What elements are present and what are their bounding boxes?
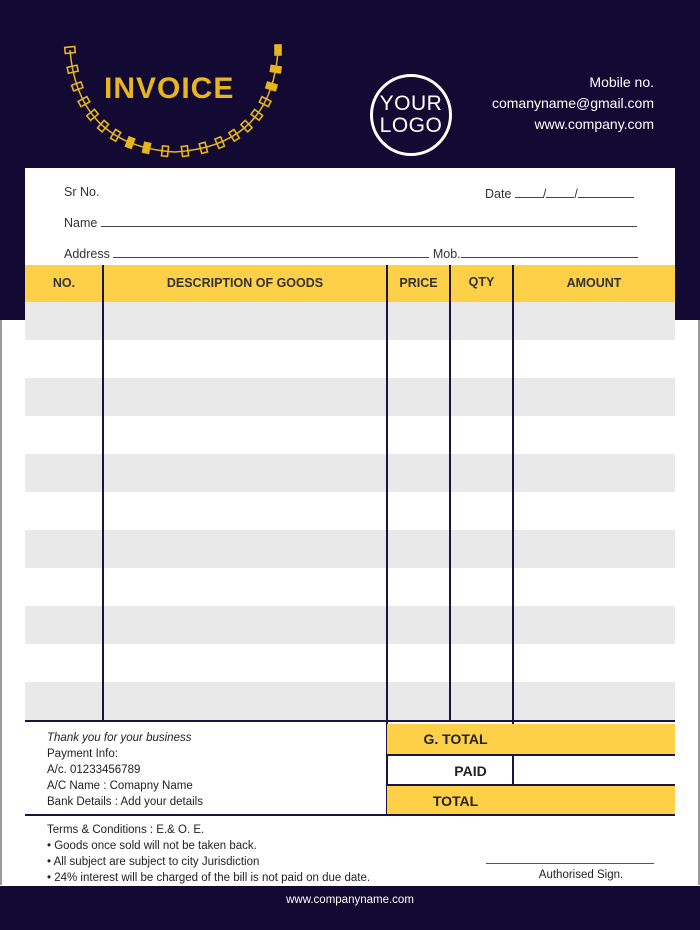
contact-info [492,72,654,135]
terms-item: • All subject are subject to city Jurisdiction [47,856,260,868]
table-row[interactable] [25,568,675,606]
table-row[interactable] [25,454,675,492]
table-row[interactable] [25,606,675,644]
address-line[interactable] [113,246,429,258]
table-row[interactable] [25,492,675,530]
authorised-sign-label: Authorised Sign. [538,869,624,881]
address-field[interactable] [64,246,638,261]
table-bottom-line [25,720,675,722]
bank-details: Bank Details : Add your details [47,796,203,808]
grand-total-row [387,724,675,754]
account-number: A/c. 01233456789 [47,764,141,776]
name-line[interactable] [101,215,637,227]
contact-email: comanyname@gmail.com [491,95,654,111]
column-divider [449,265,451,720]
table-row[interactable] [25,644,675,682]
logo-text-line2: LOGO [379,114,443,137]
date-field[interactable] [485,186,634,201]
contact-mobile: Mobile no. [589,74,654,90]
table-row[interactable] [25,416,675,454]
column-header-qty: QTY [468,275,495,289]
date-separator: / [542,187,547,201]
grand-total-label: G. TOTAL [423,731,488,747]
signature-line[interactable] [486,863,654,864]
chain-link-icon [270,65,281,73]
payment-info [47,730,203,810]
name-label: Name [64,216,98,230]
column-header-price: PRICE [399,276,438,290]
date-year-line[interactable] [578,186,634,198]
name-field[interactable] [64,215,637,230]
table-row[interactable] [25,340,675,378]
column-header-amount: AMOUNT [566,276,622,290]
chain-link-icon [126,137,135,148]
table-row[interactable] [25,378,675,416]
sr-no-field[interactable] [64,185,99,199]
date-label: Date [485,187,512,201]
mob-line[interactable] [461,246,638,258]
invoice-title: INVOICE [104,72,235,105]
company-logo [370,74,452,156]
column-divider [102,265,104,720]
table-row[interactable] [25,530,675,568]
chain-link-icon [266,82,277,91]
thanks-message: Thank you for your business [47,732,192,744]
table-header [25,265,675,302]
total-row [387,786,675,816]
terms-heading: Terms & Conditions : E.& O. E. [47,824,205,836]
terms-conditions [47,822,370,886]
date-month-line[interactable] [546,186,574,198]
column-header-no: NO. [52,276,76,290]
payment-info-label: Payment Info: [47,748,118,760]
table-row[interactable] [25,682,675,720]
sr-no-label: Sr No. [64,185,100,199]
table-row[interactable] [25,302,675,340]
paid-row [387,756,675,786]
total-label: TOTAL [432,793,479,809]
address-label: Address [64,247,110,261]
terms-item: • Goods once sold will not be taken back. [47,840,257,852]
date-day-line[interactable] [515,186,543,198]
footer-band [0,886,700,930]
column-header-description: DESCRIPTION OF GOODS [166,276,324,290]
logo-text-line1: YOUR [379,92,443,115]
account-name: A/C Name : Comapny Name [47,780,193,792]
chain-link-icon [143,142,151,153]
totals-bottom-line [25,814,675,816]
date-separator: / [574,187,578,201]
chain-link-icon [275,45,281,55]
terms-item: • 24% interest will be charged of the bill is not paid on due date. [47,872,371,884]
paid-label: PAID [454,763,487,779]
mob-label: Mob. [432,247,461,261]
contact-website: www.company.com [534,116,654,132]
footer-website: www.companyname.com [286,894,414,906]
left-border [0,320,2,885]
